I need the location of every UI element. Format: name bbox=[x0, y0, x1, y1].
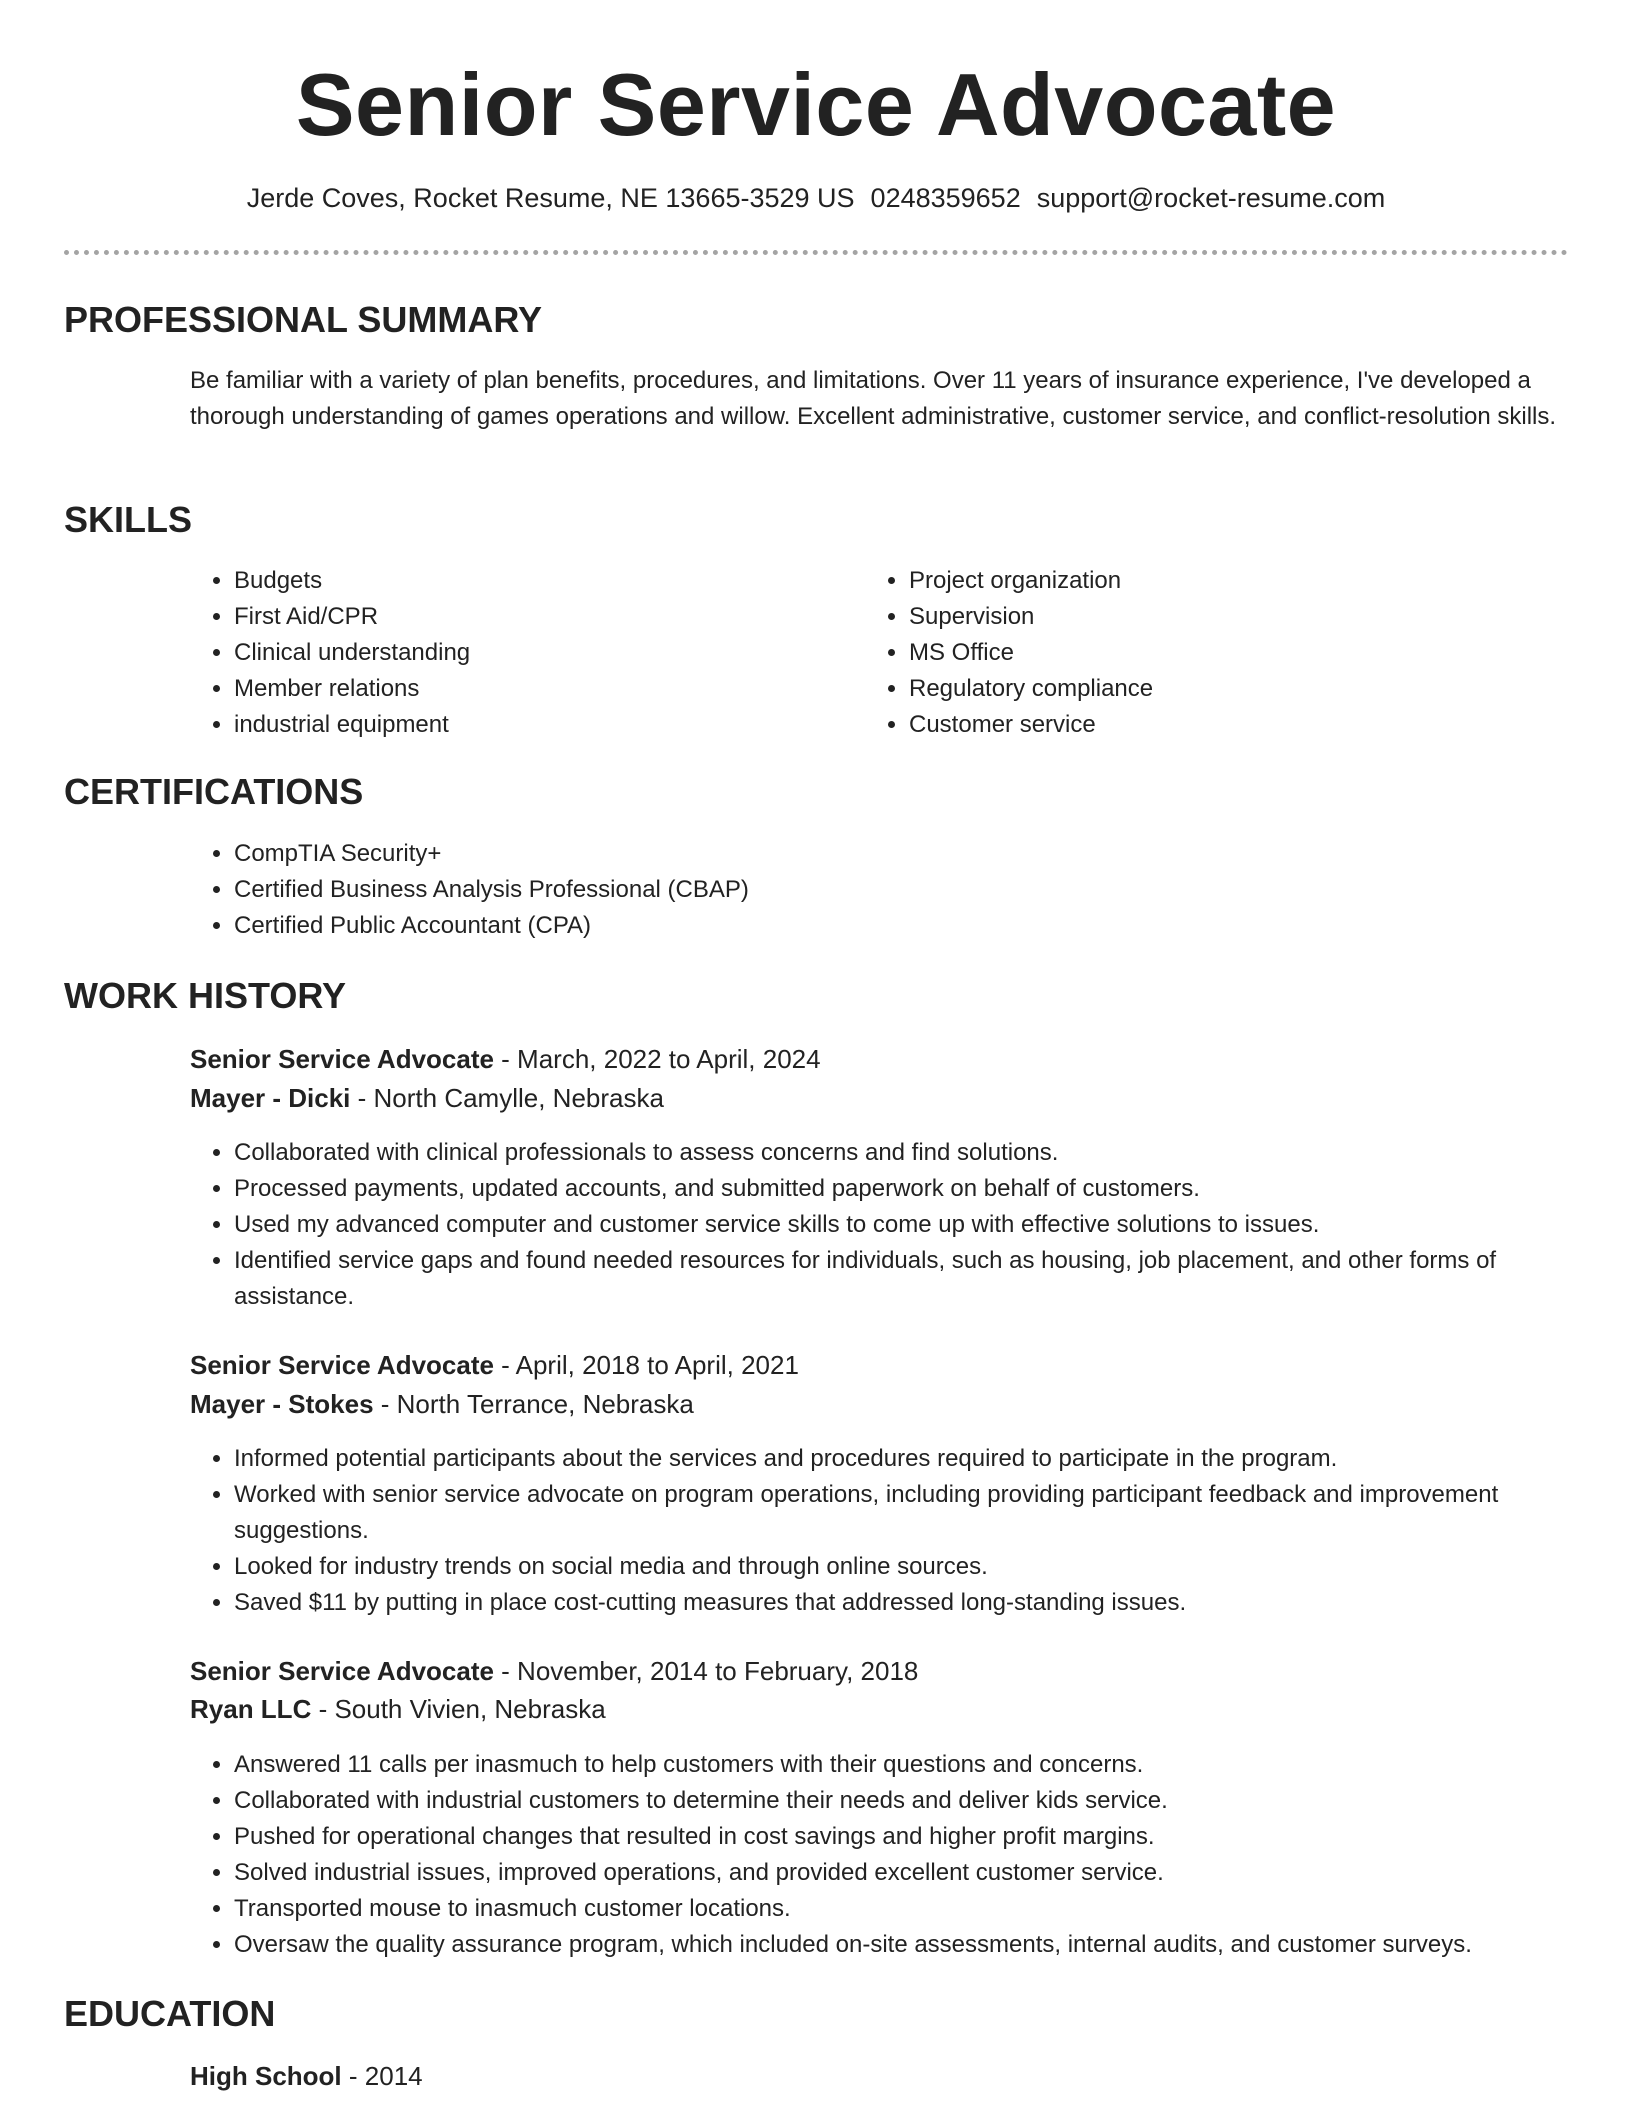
list-item: • Informed potential participants about the services and procedures required to participate in the program. bbox=[234, 1441, 1614, 1477]
job-dates: - April, 2018 to April, 2021 bbox=[493, 1350, 799, 1380]
list-item: • Certified Public Accountant (CPA) bbox=[234, 908, 1614, 944]
certifications-list bbox=[190, 836, 1614, 944]
skills-list-left bbox=[190, 563, 834, 743]
list-item: • Pushed for operational changes that resulted in cost savings and higher profit margins. bbox=[234, 1819, 1614, 1855]
list-item: • CompTIA Security+ bbox=[234, 836, 1614, 872]
summary-text: Be familiar with a variety of plan benefits, procedures, and limitations. Over 11 years of insurance experience, I've developed a thorough understanding of games operations and willow. Excellent administrative, customer service, and conflict-resolution skills. bbox=[190, 367, 1557, 430]
certifications-heading: CERTIFICATIONS bbox=[64, 771, 364, 812]
work-history-heading: WORK HISTORY bbox=[64, 975, 347, 1016]
list-item: • Collaborated with clinical professionals to assess concerns and find solutions. bbox=[234, 1135, 1614, 1171]
job-dates: - November, 2014 to February, 2018 bbox=[493, 1656, 919, 1686]
list-item: • First Aid/CPR bbox=[234, 599, 834, 635]
list-item: • Identified service gaps and found needed resources for individuals, such as housing, job placement, and other forms of assistance. bbox=[234, 1243, 1614, 1315]
job-location: - North Camylle, Nebraska bbox=[350, 1083, 664, 1113]
list-item: • Collaborated with industrial customers to determine their needs and deliver kids service. bbox=[234, 1783, 1614, 1819]
list-item: • Transported mouse to inasmuch customer locations. bbox=[234, 1891, 1614, 1927]
list-item: • Certified Business Analysis Professional (CBAP) bbox=[234, 872, 1614, 908]
job-bullets bbox=[190, 1441, 1614, 1621]
job-role: Senior Service Advocate bbox=[190, 1656, 494, 1686]
job-title-line bbox=[190, 1040, 1570, 1078]
list-item: • Regulatory compliance bbox=[909, 671, 1509, 707]
header-divider bbox=[64, 250, 1568, 255]
list-item: • Looked for industry trends on social media and through online sources. bbox=[234, 1549, 1614, 1585]
email: support@rocket-resume.com bbox=[1036, 183, 1386, 213]
job-company: Mayer - Dicki bbox=[190, 1083, 351, 1113]
phone: 0248359652 bbox=[870, 183, 1021, 213]
list-item: • Answered 11 calls per inasmuch to help customers with their questions and concerns. bbox=[234, 1747, 1614, 1783]
list-item: • MS Office bbox=[909, 635, 1509, 671]
list-item: • Customer service bbox=[909, 707, 1509, 743]
job-company: Ryan LLC bbox=[190, 1694, 312, 1724]
list-item: • Project organization bbox=[909, 563, 1509, 599]
education-heading: EDUCATION bbox=[64, 1993, 276, 2034]
job-company-line bbox=[190, 1690, 1570, 1728]
education-line bbox=[190, 2057, 1570, 2095]
job-title-line bbox=[190, 1652, 1570, 1690]
job-role: Senior Service Advocate bbox=[190, 1350, 494, 1380]
list-item: • Used my advanced computer and customer service skills to come up with effective solutions to issues. bbox=[234, 1207, 1614, 1243]
list-item: • Supervision bbox=[909, 599, 1509, 635]
job-company-line bbox=[190, 1079, 1570, 1117]
list-item: • Oversaw the quality assurance program, which included on-site assessments, internal audits, and customer surveys. bbox=[234, 1927, 1614, 1963]
job-bullets bbox=[190, 1747, 1614, 1963]
job-location: - North Terrance, Nebraska bbox=[373, 1389, 694, 1419]
list-item: • Solved industrial issues, improved operations, and provided excellent customer service. bbox=[234, 1855, 1614, 1891]
skills-heading: SKILLS bbox=[64, 499, 193, 540]
job-title-line bbox=[190, 1346, 1570, 1384]
job-company-line bbox=[190, 1385, 1570, 1423]
list-item: • industrial equipment bbox=[234, 707, 834, 743]
skills-list-right bbox=[865, 563, 1509, 743]
list-item: • Clinical understanding bbox=[234, 635, 834, 671]
job-location: - South Vivien, Nebraska bbox=[311, 1694, 606, 1724]
list-item: • Budgets bbox=[234, 563, 834, 599]
list-item: • Worked with senior service advocate on program operations, including providing participant feedback and improvement suggestions. bbox=[234, 1477, 1614, 1549]
job-dates: - March, 2022 to April, 2024 bbox=[493, 1044, 821, 1074]
education-degree: High School bbox=[190, 2061, 342, 2091]
summary-heading: PROFESSIONAL SUMMARY bbox=[64, 299, 543, 340]
list-item: • Member relations bbox=[234, 671, 834, 707]
address: Jerde Coves, Rocket Resume, NE 13665-3529 US bbox=[246, 183, 855, 213]
list-item: • Processed payments, updated accounts, and submitted paperwork on behalf of customers. bbox=[234, 1171, 1614, 1207]
contact-line bbox=[0, 180, 1632, 216]
job-company: Mayer - Stokes bbox=[190, 1389, 374, 1419]
list-item: • Saved $11 by putting in place cost-cutting measures that addressed long-standing issues. bbox=[234, 1585, 1614, 1621]
candidate-name: Senior Service Advocate bbox=[295, 55, 1337, 154]
job-bullets bbox=[190, 1135, 1614, 1315]
job-role: Senior Service Advocate bbox=[190, 1044, 494, 1074]
education-year: - 2014 bbox=[341, 2061, 423, 2091]
